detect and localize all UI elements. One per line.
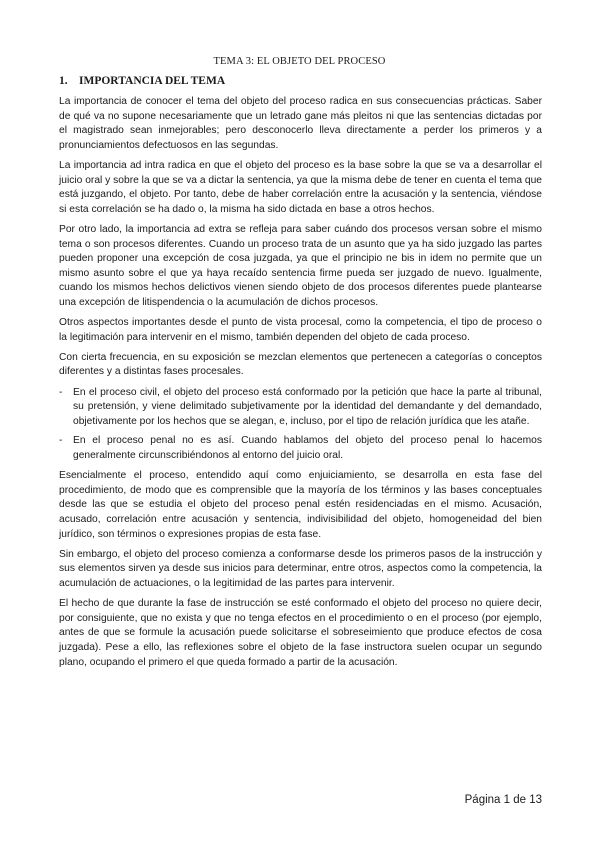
document-title: TEMA 3: EL OBJETO DEL PROCESO xyxy=(213,56,386,67)
list-item-text: En el proceso civil, el objeto del proceso está conformado por la petición que hace la parte al tribunal, su pretensión, y viene delimitado subjetivamente por la identidad del demandante y del demandado, objetivamente por los hechos que se alegan, e, incluso, por el tipo de relación jurídica que les atañe. xyxy=(73,386,542,427)
paragraph: Por otro lado, la importancia ad extra se refleja para saber cuándo dos procesos versan sobre el mismo tema o son procesos diferentes. Cuando un proceso trata de un asunto que ya ha sido juzgado las partes pueden proponer una excepción de cosa juzgada, ya que el principio ne bis in idem no permite que un mismo asunto sobre el que ya haya recaído sentencia firme pueda ser juzgado de nuevo. Igualmente, cuando los mismos hechos delictivos vienen siendo objeto de dos procesos diferentes puede plantearse una excepción de litispendencia o la acumulación de dichos procesos. xyxy=(59,223,542,308)
list-marker: - xyxy=(59,386,63,398)
dash-list xyxy=(59,386,542,464)
page-number-footer: Página 1 de 13 xyxy=(464,794,542,806)
paragraph: Esencialmente el proceso, entendido aquí como enjuiciamiento, se desarrolla en esta fase del procedimiento, de modo que es comprensible que la mayoría de los términos y las bases conceptuales desde las que se estudia el objeto del proceso penal estén residenciadas en el mismo. Acusación, acusado, correlación entre acusación y sentencia, indivisibilidad del objeto, homogeneidad del bien jurídico, son términos o expresiones propias de esta fase. xyxy=(59,470,542,540)
paragraph: El hecho de que durante la fase de instrucción se esté conformado el objeto del proceso no quiere decir, por consiguiente, que no exista y que no tenga efectos en el procedimiento o en el proceso (por ejemplo, antes de que se formule la acusación puede solicitarse el sobreseimiento que produce efectos de cosa juzgada). Pese a ello, las reflexiones sobre el objeto de la fase instructora suelen ocupar un segundo plano, ocupando el primero el que queda formado a partir de la acusación. xyxy=(59,598,542,668)
section-title: IMPORTANCIA DEL TEMA xyxy=(79,75,226,87)
section-heading xyxy=(59,75,225,87)
section-number: 1. xyxy=(59,75,68,87)
list-item xyxy=(59,386,542,430)
document-body xyxy=(59,95,542,676)
paragraph: Con cierta frecuencia, en su exposición se mezclan elementos que pertenecen a categorías o conceptos diferentes y a distintas fases procesales. xyxy=(59,351,542,378)
list-item xyxy=(59,434,542,463)
paragraph: La importancia ad intra radica en que el objeto del proceso es la base sobre la que se va a desarrollar el juicio oral y sobre la que se va a dictar la sentencia, ya que la misma debe de tener en cuenta el tema que está juzgando, el objeto. Por tanto, debe de haber correlación entre la acusación y la sentencia, viéndose si esta correlación se ha dado o, la misma ha sido dictada en base a otros hechos. xyxy=(59,159,542,215)
paragraph: Otros aspectos importantes desde el punto de vista procesal, como la competencia, el tipo de proceso o la legitimación para intervenir en el mismo, también dependen del objeto de cada proceso. xyxy=(59,317,542,343)
paragraph: La importancia de conocer el tema del objeto del proceso radica en sus consecuencias prácticas. Saber de qué va no supone necesariamente que un letrado gane más pleitos ni que las sentencias dictadas por el magistrado sean inmejorables; pero desconocerlo lleva directamente a perder los primeros y a pronunciamientos defectuosos en las segundas. xyxy=(59,96,542,151)
list-item-text: En el proceso penal no es así. Cuando hablamos del objeto del proceso penal lo hacemos generalmente circunscribiéndonos al entorno del juicio oral. xyxy=(73,435,542,462)
list-marker: - xyxy=(59,435,63,447)
paragraph: Sin embargo, el objeto del proceso comienza a conformarse desde los primeros pasos de la instrucción y sus elementos sirven ya desde sus inicios para determinar, entre otros, aspectos como la competencia, la acumulación de actuaciones, o la legitimidad de las partes para intervenir. xyxy=(59,548,542,589)
